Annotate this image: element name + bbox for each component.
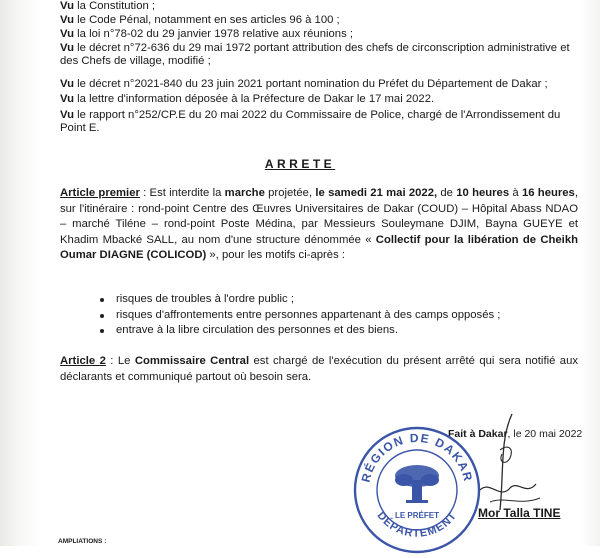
consideration-1: Vu la Constitution ; xyxy=(60,0,156,12)
article-2-label: Article 2 xyxy=(60,355,106,367)
reason-item: entrave à la libre circulation des personnes et des biens. xyxy=(100,323,570,339)
article-premier-label: Article premier xyxy=(60,187,140,199)
consideration-3: Vu la loi n°78-02 du 29 janvier 1978 relative aux réunions ; xyxy=(60,28,353,40)
official-stamp xyxy=(352,418,482,558)
svg-text:LE PRÉFET: LE PRÉFET xyxy=(394,511,440,520)
consideration-4: Vu le décret n°72-636 du 29 mai 1972 portant attribution des chefs de circonscription administrative et des Chefs de village, modifié ; xyxy=(60,42,570,68)
consideration-7: Vu le rapport n°252/CP.E du 20 mai 2022 du Commissaire de Police, chargé de l'Arrondissement du Point E. xyxy=(60,109,561,135)
svg-text:DÉPARTEMENT: DÉPARTEMENT xyxy=(374,509,460,540)
reasons-list xyxy=(100,292,570,339)
consideration-6: Vu la lettre d'information déposée à la Préfecture de Dakar le 17 mai 2022. xyxy=(60,93,435,105)
signer-name: Mor Talla TINE xyxy=(478,506,561,520)
ampliations-label: AMPLIATIONS : xyxy=(58,538,107,545)
place-date: Fait à Dakar, le 20 mai 2022 xyxy=(448,428,583,440)
svg-text:RÉGION DE DAKAR: RÉGION DE DAKAR xyxy=(358,430,476,484)
article-premier: Article premier : Est interdite la marche projetée, le samedi 21 mai 2022, de 10 heures à 16 heures, sur l'itinéraire : rond-point Centre des Œuvres Universitaires de Dakar (COUD) – Hôpital Abass NDAO – marché Tiléne – rond-point Poste Médina, par Messieurs Souleymane DJIM, Bayna GUEYE et Khadim Mbacké SALL, au nom d'une structure dénommée « Collectif pour la libération de Cheikh Oumar DIAGNE (COLICOD) », pour les motifs ci-après : xyxy=(60,187,578,262)
decree-title: ARRETE xyxy=(264,157,336,171)
consideration-5: Vu le décret n°2021-840 du 23 juin 2021 portant nomination du Préfet du Département de Dakar ; xyxy=(60,78,548,90)
reason-item: risques d'affrontements entre personnes appartenant à des camps opposés ; xyxy=(100,308,570,324)
reason-item: risques de troubles à l'ordre public ; xyxy=(100,292,570,308)
handwritten-signature xyxy=(470,410,550,520)
article-2: Article 2 : Le Commissaire Central est chargé de l'exécution du présent arrêté qui sera notifié aux déclarants et communiqué partout où besoin sera. xyxy=(60,355,579,383)
baobab-emblem xyxy=(395,465,439,503)
consideration-2: Vu le Code Pénal, notamment en ses articles 96 à 100 ; xyxy=(60,14,340,26)
